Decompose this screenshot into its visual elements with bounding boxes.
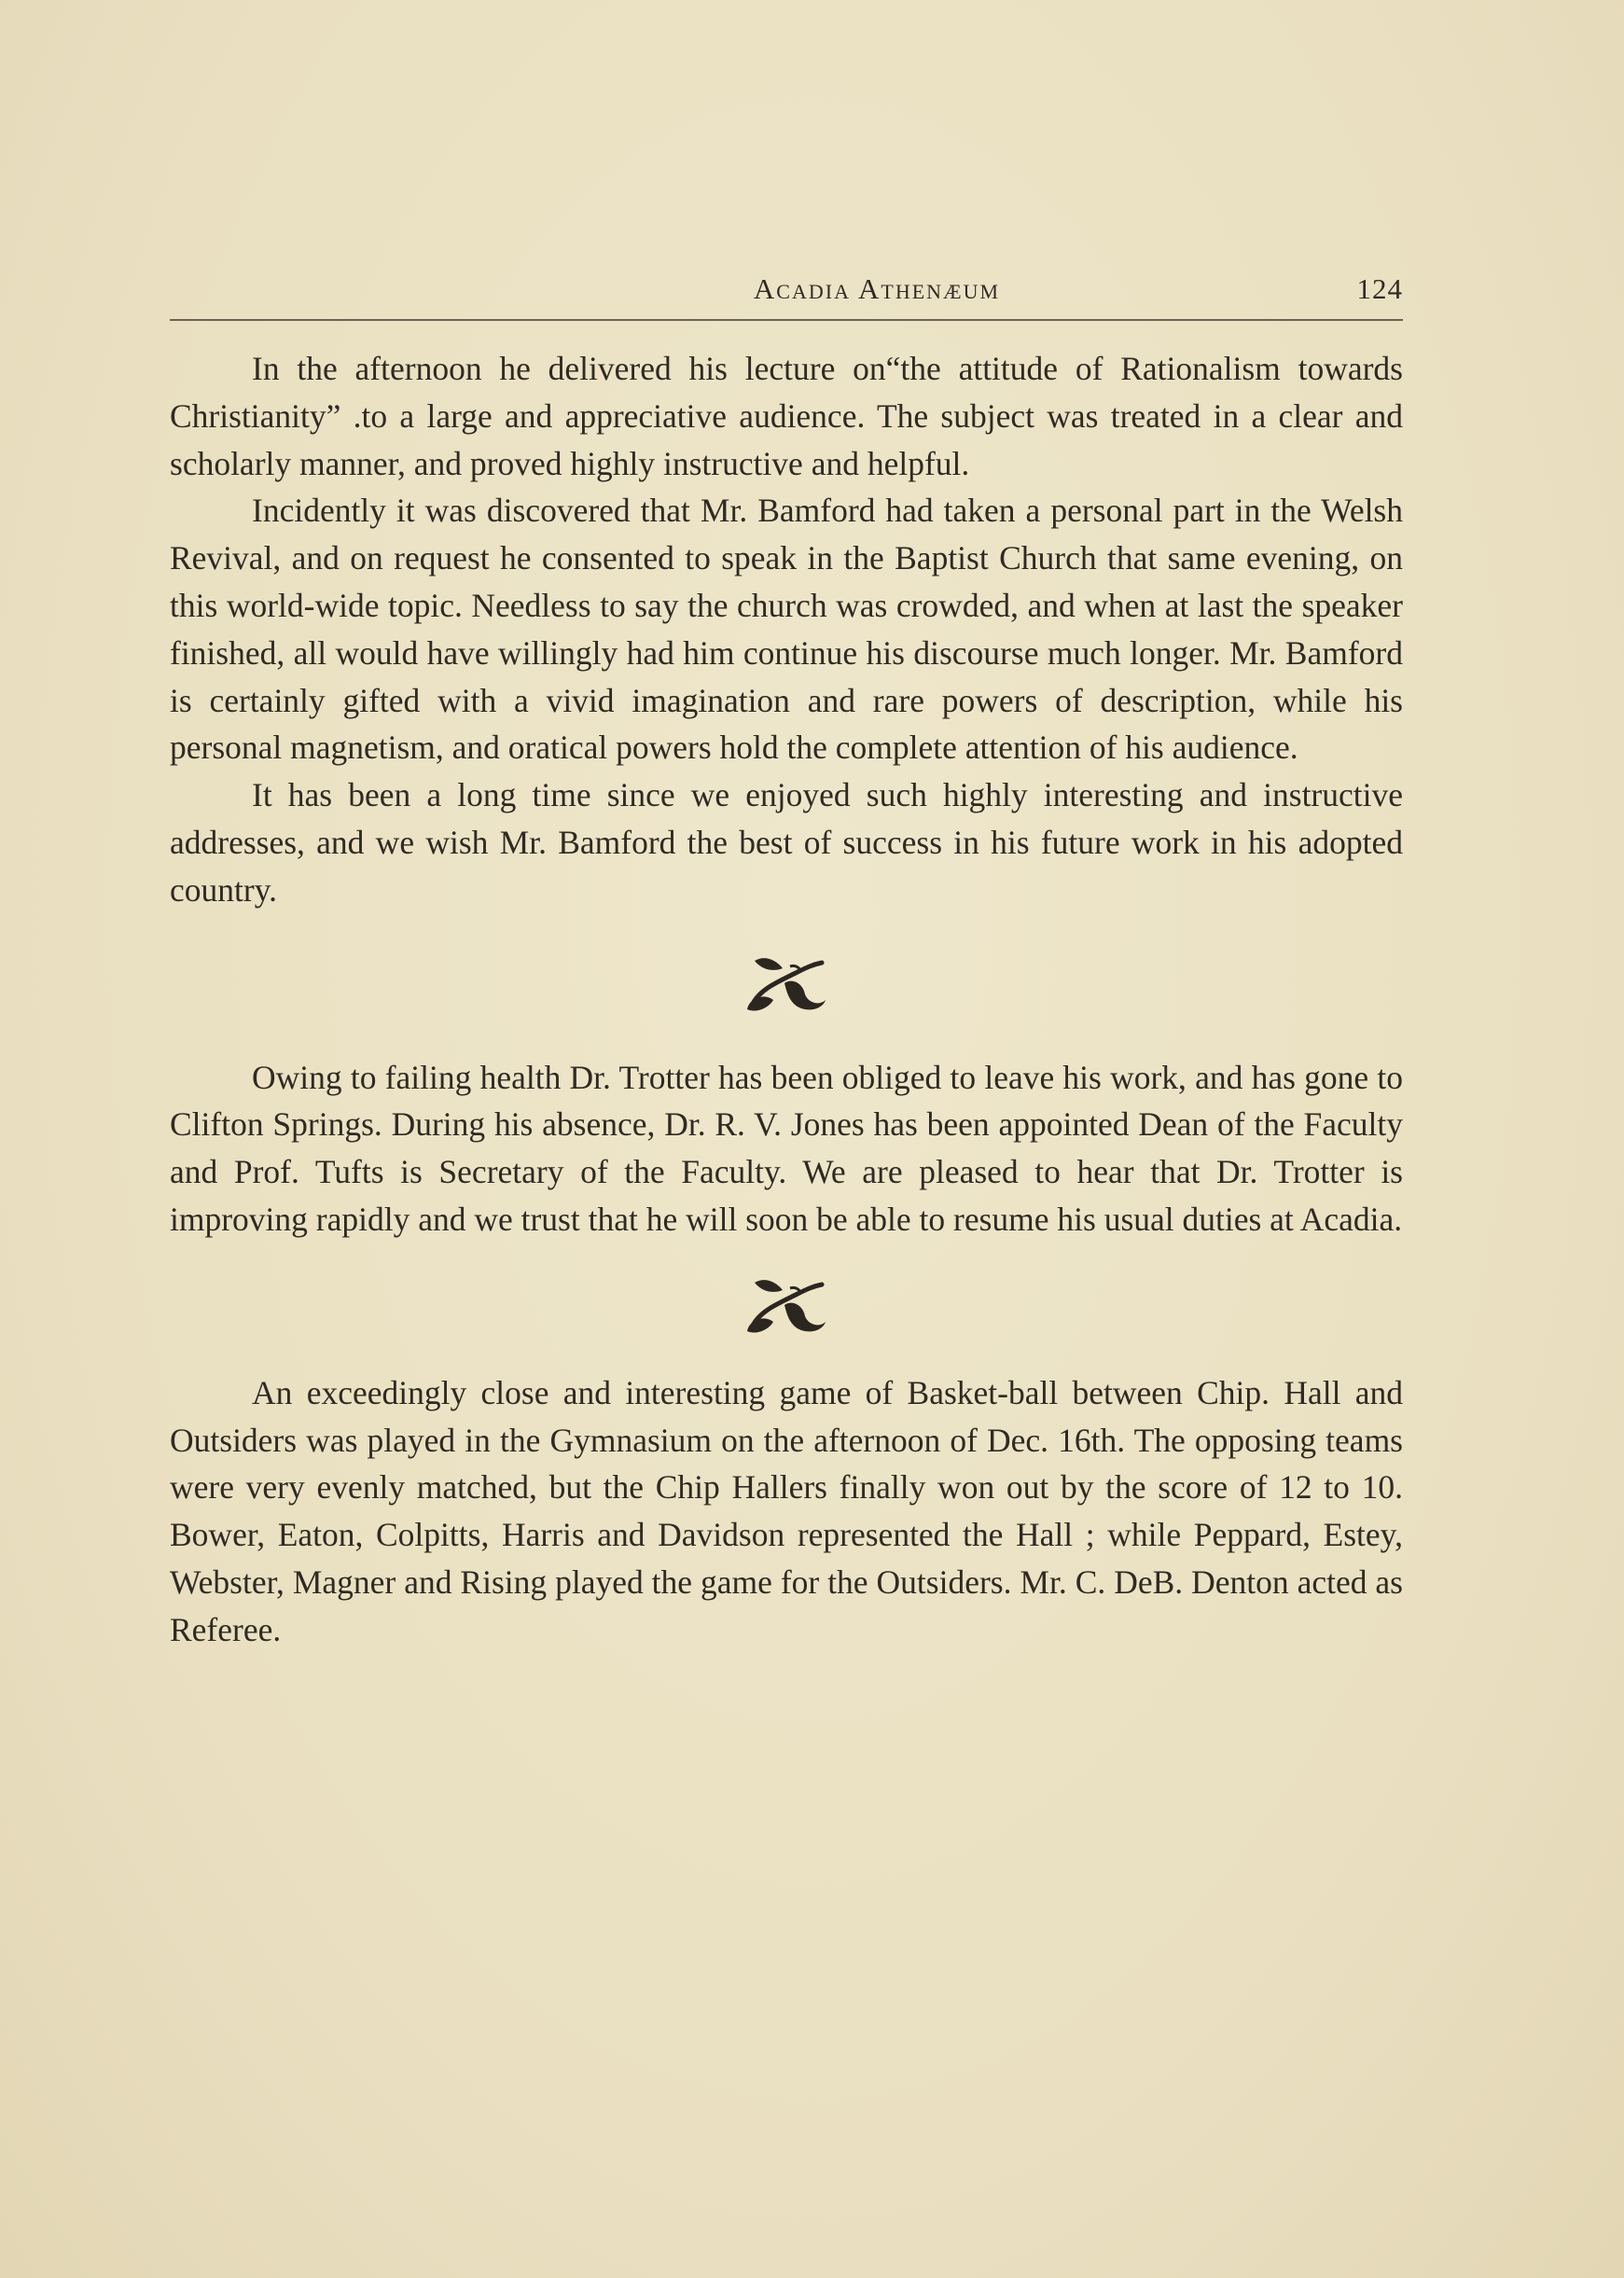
- paragraph-dr-trotter: Owing to failing health Dr. Trotter has been obliged to leave his work, and has gone to Clifton Springs. During his absence, Dr. R. V. Jones has been appointed Dean of the Faculty and Prof. Tufts is Secretary of the Faculty. We are pleased to hear that Dr. Trotter is improving rapidly and we trust that he will soon be able to resume his usual duties at Acadia.: [170, 1058, 1403, 1238]
- paragraph-basketball: An exceedingly close and interesting game of Basket-ball between Chip. Hall and Outsiders was played in the Gymnasium on the afternoon of Dec. 16th. The opposing teams were very evenly matched, but the Chip Hallers finally won out by the score of 12 to 10. Bower, Eaton, Colpitts, Harris and Davidson represented the Hall ; while Peppard, Estey, Webster, Magner and Rising played the game for the Outsiders. Mr. C. DeB. Denton acted as Referee.: [170, 1373, 1403, 1648]
- page-number: 124: [1356, 272, 1403, 305]
- paragraph-welsh-revival: Incidently it was discovered that Mr. Bamford had taken a personal part in the Welsh Revival, and on request he consented to speak in the Baptist Church that same evening, on this world-wide topic. Needless to say the church was crowded, and when at last the speaker finished, all would have willingly had him continue his discourse much longer. Mr. Bamford is certainly gifted with a vivid imagination and rare powers of description, while his personal magnetism, and oratical powers hold the complete attention of his audience.: [170, 492, 1403, 767]
- article-body: [170, 345, 1403, 1654]
- fleuron-ornament-icon: [743, 955, 829, 1013]
- page-header: [170, 272, 1403, 321]
- paragraph-addresses: It has been a long time since we enjoyed such highly interesting and instructive addresses, and we wish Mr. Bamford the best of success in his future work in his adopted country.: [170, 776, 1403, 909]
- section-divider: [170, 1243, 1403, 1369]
- running-title: Acadia Athenæum: [753, 272, 1001, 305]
- fleuron-ornament-icon: [743, 1277, 829, 1335]
- section-divider: [170, 914, 1403, 1054]
- paragraph-lecture: In the afternoon he delivered his lecture on“the attitude of Rationalism towards Christianity” .to a large and appreciative audience. The subject was treated in a clear and scholarly manner, and proved highly instructive and helpful.: [170, 350, 1403, 482]
